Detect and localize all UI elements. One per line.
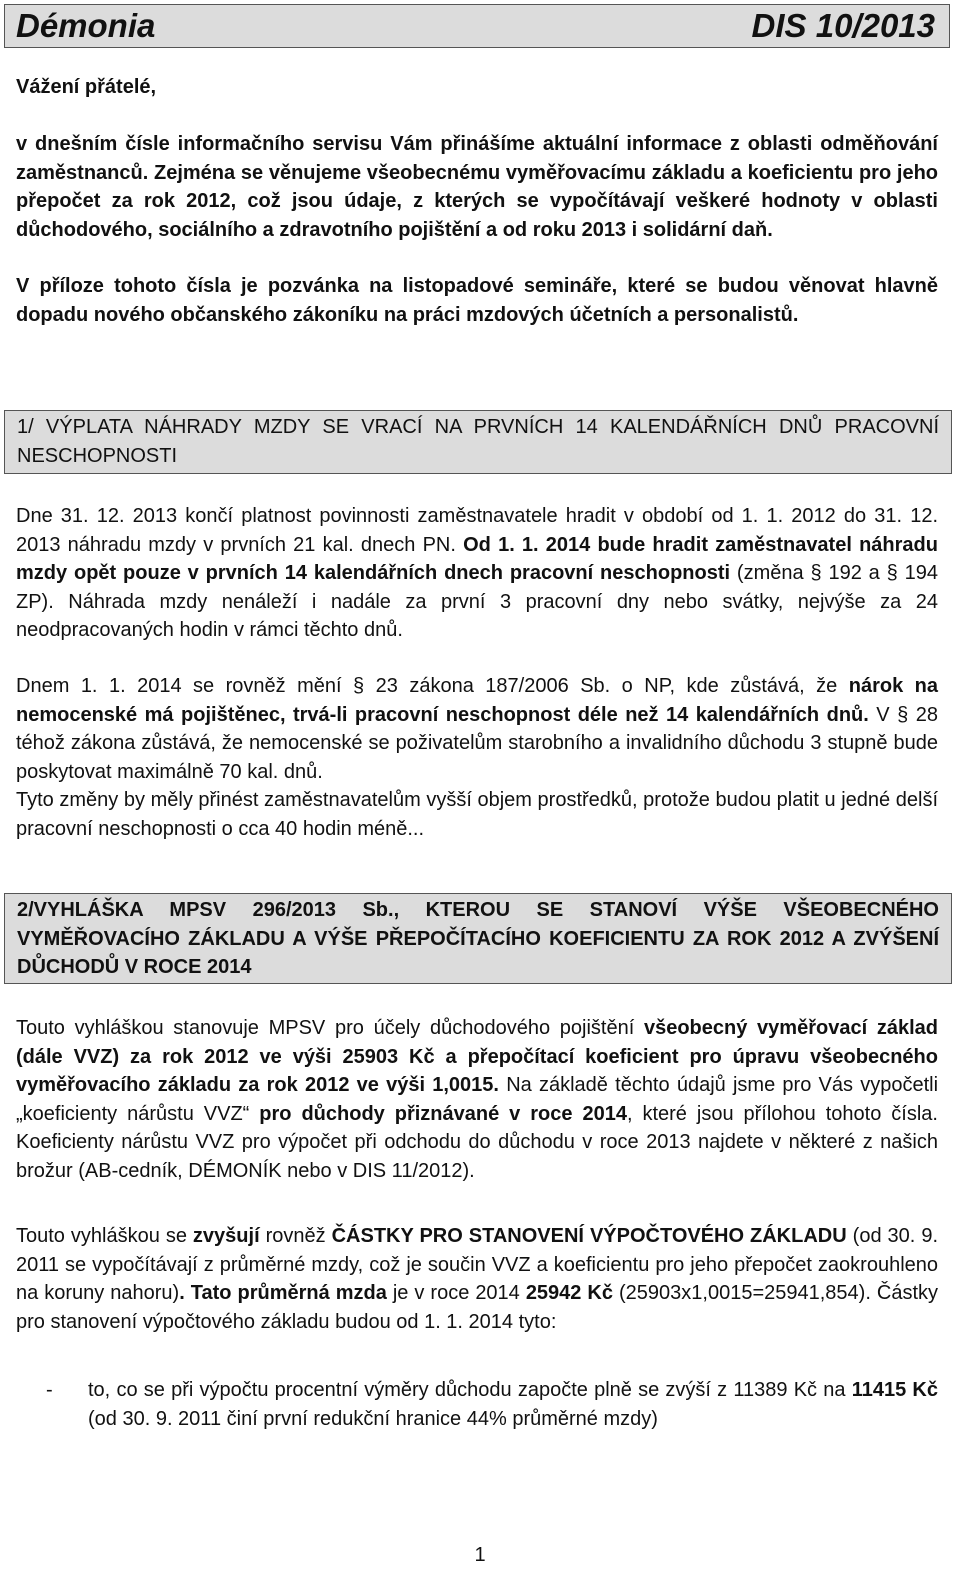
list-bullet: - (46, 1379, 53, 1401)
section-1-paragraph-2: Dnem 1. 1. 2014 se rovněž mění § 23 zákona 187/2006 Sb. o NP, kde zůstává, že nárok na nemocenské má pojištěnec, trvá-li pracovní neschopnost déle než 14 kalendářních dnů. V § 28 téhož zákona zůstává, že nemocenské se poživatelům starobního a invalidního důchodu 3 stupně bude poskytovat maximálně 70 kal. dnů. (16, 675, 938, 783)
masthead (4, 4, 950, 48)
issue-number: DIS 10/2013 (751, 7, 935, 44)
section-1-paragraph-3: Tyto změny by měly přinést zaměstnavatelům vyšší objem prostředků, protože budou platit u jedné delší pracovní neschopnosti o cca 40 hodin méně... (16, 789, 938, 840)
section-1-heading (4, 410, 952, 474)
section-1-paragraph-1: Dne 31. 12. 2013 končí platnost povinnosti zaměstnavatele hradit v období od 1. 1. 2012 do 31. 12. 2013 náhradu mzdy v prvních 21 kal. dnech PN. Od 1. 1. 2014 bude hradit zaměstnavatel náhradu mzdy opět pouze v prvních 14 kalendářních dnech pracovní neschopnosti (změna § 192 a § 194 ZP). Náhrada mzdy nenáleží i nadále za první 3 pracovní dny nebo svátky, nejvýše za 24 neodpracovaných hodin v rámci těchto dnů. (16, 505, 939, 641)
page-number: 1 (474, 1544, 486, 1566)
section-2-heading (4, 893, 952, 984)
section-2-paragraph-1: Touto vyhláškou stanovuje MPSV pro účely důchodového pojištění všeobecný vyměřovací základ (dále VVZ) za rok 2012 ve výši 25903 Kč a přepočítací koeficient pro úpravu všeobecného vyměřovacího základu za rok 2012 ve výši 1,0015. Na základě těchto údajů jsme pro Vás vypočetli „koeficienty nárůstu VVZ“ pro důchody přiznávané v roce 2014, které jsou přílohou tohoto čísla. Koeficienty nárůstu VVZ pro výpočet při odchodu do důchodu v roce 2013 najdete v některé z našich brožur (AB-cedník, DÉMONÍK nebo v DIS 11/2012). (16, 1017, 939, 1182)
intro-attachment-paragraph: V příloze tohoto čísla je pozvánka na listopadové semináře, které se budou věnovat hlavně dopadu nového občanského zákoníku na práci mzdových účetních a personalistů. (16, 275, 938, 326)
section-1-title: 1/ VÝPLATA NÁHRADY MZDY SE VRACÍ NA PRVNÍCH 14 KALENDÁŘNÍCH DNŮ PRACOVNÍ NESCHOPNOSTI (17, 416, 939, 467)
organization-name: Démonia (16, 7, 156, 44)
greeting: Vážení přátelé, (16, 76, 157, 98)
intro-paragraph: v dnešním čísle informačního servisu Vám přinášíme aktuální informace z oblasti odměňování zaměstnanců. Zejména se věnujeme všeobecnému vyměřovacímu základu a koeficientu pro jeho přepočet za rok 2012, což jsou údaje, z kterých se vypočítávají veškeré hodnoty v oblasti důchodového, sociálního a zdravotního pojištění a od roku 2013 i solidární daň. (16, 133, 938, 241)
list-item-text: to, co se při výpočtu procentní výměry důchodu započte plně se zvýší z 11389 Kč na 11415 Kč (od 30. 9. 2011 činí první redukční hranice 44% průměrné mzdy) (88, 1379, 938, 1430)
section-2-paragraph-2: Touto vyhláškou se zvyšují rovněž ČÁSTKY PRO STANOVENÍ VÝPOČTOVÉHO ZÁKLADU (od 30. 9. 2011 se vypočítávají z průměrné mzdy, což je součin VVZ a koeficientu pro jeho přepočet zaokrouhleno na koruny nahoru). Tato průměrná mzda je v roce 2014 25942 Kč (25903x1,0015=25941,854). Částky pro stanovení výpočtového základu budou od 1. 1. 2014 tyto: (16, 1225, 939, 1333)
section-2-title: 2/VYHLÁŠKA MPSV 296/2013 Sb., KTEROU SE STANOVÍ VÝŠE VŠEOBECNÉHO VYMĚŘOVACÍHO ZÁKLADU A VÝŠE PŘEPOČÍTACÍHO KOEFICIENTU ZA ROK 2012 A ZVÝŠENÍ DŮCHODŮ V ROCE 2014 (17, 899, 939, 978)
